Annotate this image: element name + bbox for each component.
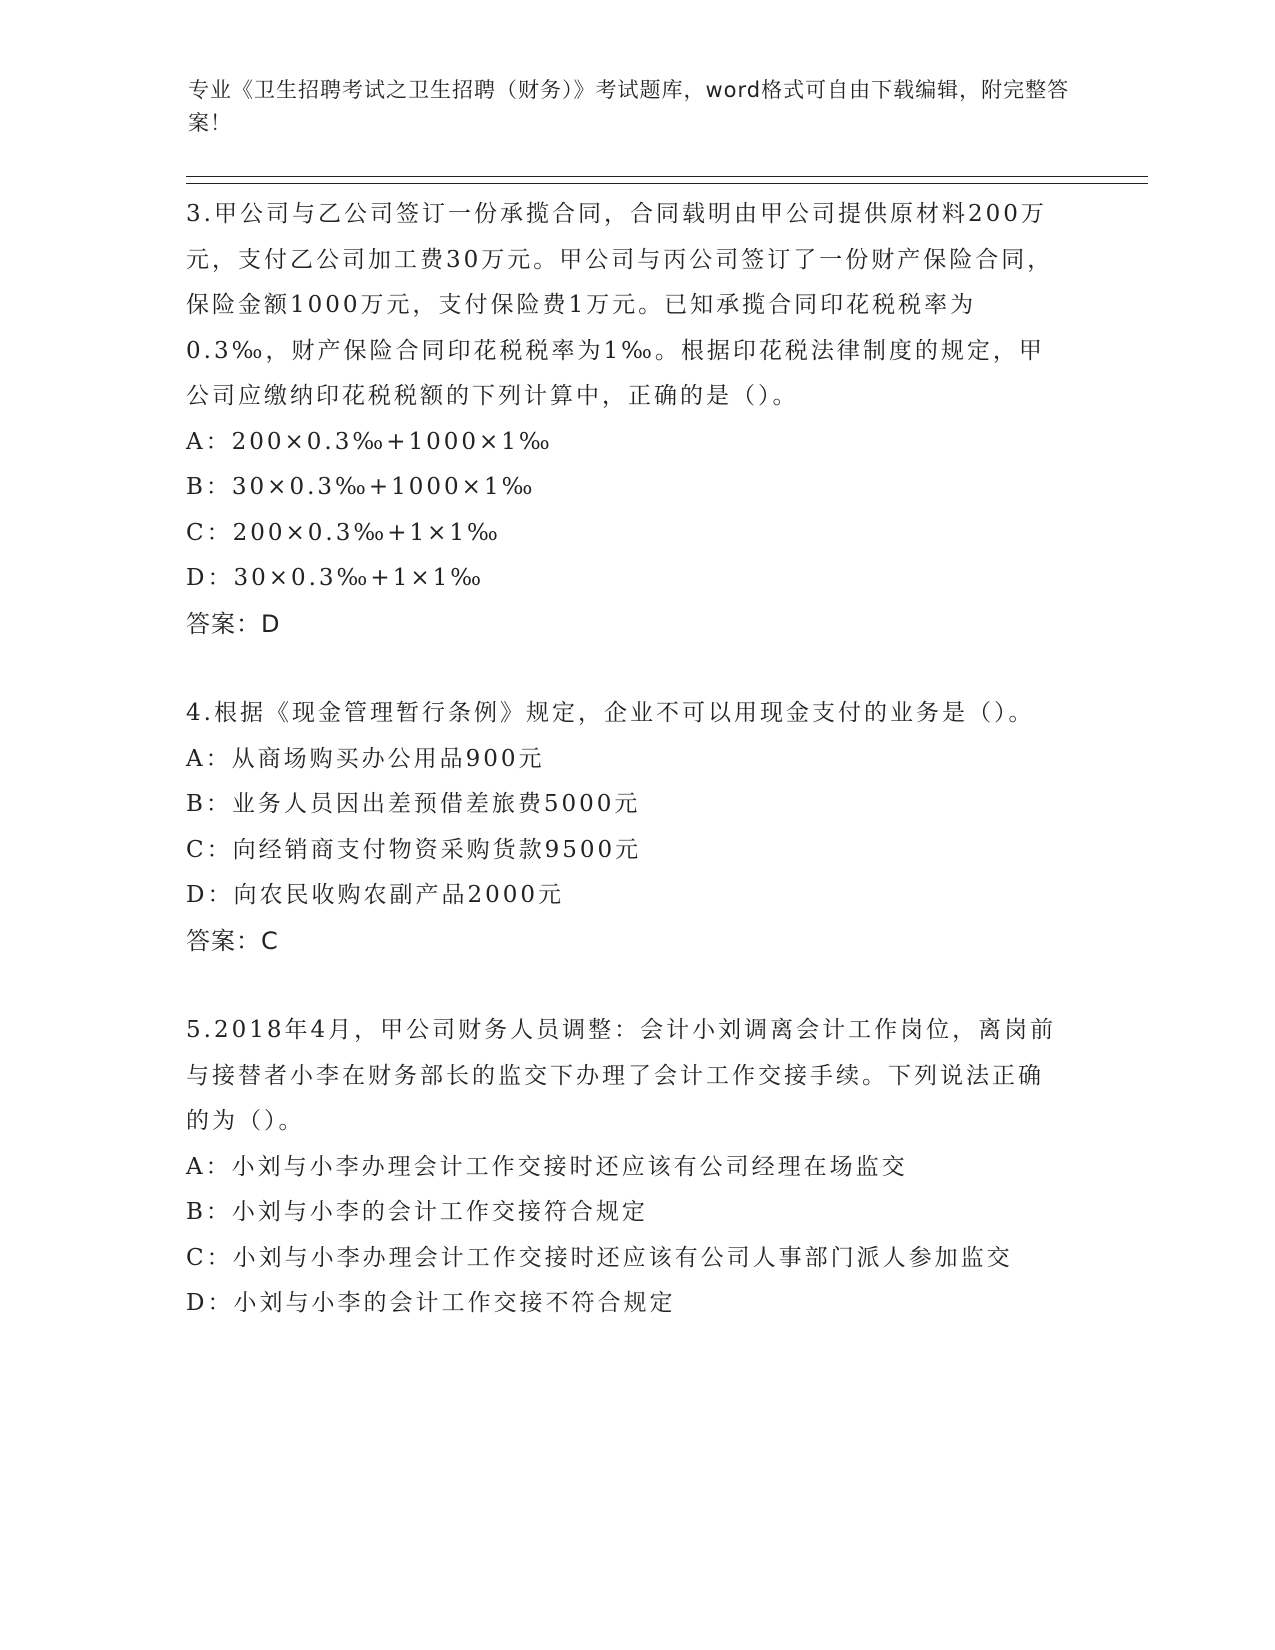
option-d: D：小刘与小李的会计工作交接不符合规定 (186, 1290, 676, 1316)
header-rule-bottom (186, 183, 1148, 184)
header-rule-top (186, 176, 1148, 177)
option-b: B：30×0.3‰+1000×1‰ (186, 474, 536, 500)
answer: 答案：C (186, 926, 279, 955)
option-d: D：30×0.3‰+1×1‰ (186, 565, 485, 591)
option-a: A：小刘与小李办理会计工作交接时还应该有公司经理在场监交 (186, 1153, 908, 1180)
question-stem: 3.甲公司与乙公司签订一份承揽合同，合同载明由甲公司提供原材料200万元，支付乙公司加工费30万元。甲公司与丙公司签订了一份财产保险合同，保险金额1000万元，支付保险费1万元。已知承揽合同印花税税率为0.3‰，财产保险合同印花税税率为1‰。根据印花税法律制度的规定，甲公司应缴纳印花税税额的下列计算中，正确的是（）。 (186, 201, 1054, 409)
answer: 答案：D (186, 609, 281, 638)
option-d: D：向农民收购农副产品2000元 (186, 882, 564, 908)
option-c: C：小刘与小李办理会计工作交接时还应该有公司人事部门派人参加监交 (186, 1244, 1013, 1271)
option-b: B：业务人员因出差预借差旅费5000元 (186, 791, 641, 817)
question-4 (186, 691, 1066, 964)
question-list (186, 192, 1066, 1327)
option-b: B：小刘与小李的会计工作交接符合规定 (186, 1199, 648, 1225)
spacer (186, 647, 1066, 691)
option-c: C：200×0.3‰+1×1‰ (186, 519, 501, 546)
option-c: C：向经销商支付物资采购货款9500元 (186, 836, 642, 863)
question-3 (186, 192, 1066, 647)
option-a: A：从商场购买办公用品900元 (186, 745, 545, 772)
option-a: A：200×0.3‰+1000×1‰ (186, 428, 553, 455)
spacer (186, 964, 1066, 1008)
question-stem: 4.根据《现金管理暂行条例》规定，企业不可以用现金支付的业务是（）。 (186, 700, 1035, 726)
question-5 (186, 1008, 1066, 1327)
question-stem: 5.2018年4月，甲公司财务人员调整：会计小刘调离会计工作岗位，离岗前与接替者小李在财务部长的监交下办理了会计工作交接手续。下列说法正确的为（）。 (186, 1017, 1057, 1134)
document-header: 专业《卫生招聘考试之卫生招聘（财务）》考试题库，word格式可自由下载编辑，附完整答案！ (188, 78, 1070, 135)
